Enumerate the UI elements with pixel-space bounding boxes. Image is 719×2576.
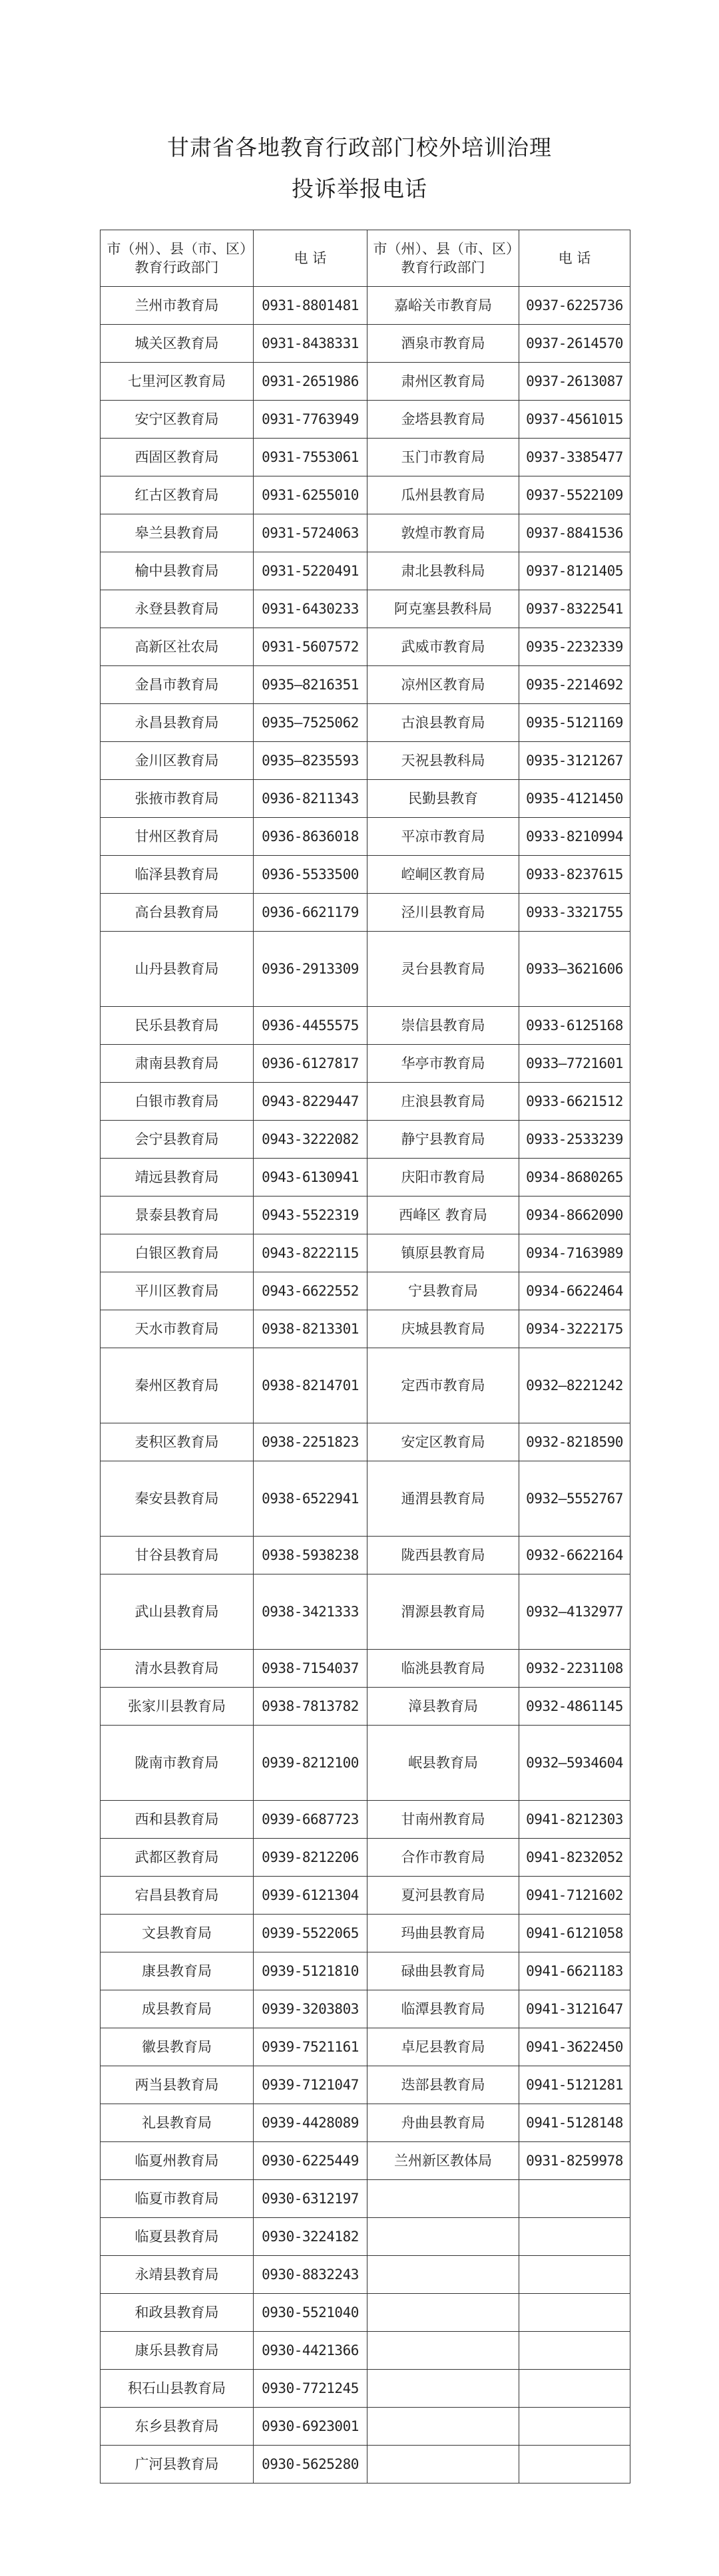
table-row (101, 628, 630, 666)
phone-cell-right: 0937-4561015 (519, 401, 630, 439)
table-row (101, 476, 630, 514)
phone-cell-right: 0933-8210994 (519, 818, 630, 856)
table-row (101, 894, 630, 932)
phone-cell-right: 0934-3222175 (519, 1310, 630, 1348)
phone-cell-left: 0939-8212206 (254, 1839, 367, 1877)
dept-cell-right: 古浪县教育局 (367, 704, 519, 742)
phone-cell-left: 0943-8229447 (254, 1083, 367, 1121)
phone-cell-left: 0931-2651986 (254, 363, 367, 401)
phone-cell-left: 0938-8214701 (254, 1348, 367, 1423)
table-row (101, 325, 630, 363)
dept-cell-left: 皋兰县教育局 (101, 514, 254, 552)
dept-cell-right: 敦煌市教育局 (367, 514, 519, 552)
dept-cell-left: 靖远县教育局 (101, 1159, 254, 1196)
dept-cell-right (367, 2446, 519, 2484)
table-row (101, 1537, 630, 1574)
table-row (101, 1310, 630, 1348)
phone-cell-left: 0939-7521161 (254, 2028, 367, 2066)
phone-cell-right (519, 2408, 630, 2446)
table-row (101, 2104, 630, 2142)
phone-cell-left: 0931-5220491 (254, 552, 367, 590)
dept-cell-right (367, 2294, 519, 2332)
table-row (101, 401, 630, 439)
phone-cell-left: 0931-5607572 (254, 628, 367, 666)
dept-cell-left: 高新区社农局 (101, 628, 254, 666)
dept-cell-right: 临潭县教育局 (367, 1990, 519, 2028)
phone-cell-right: 0937-8121405 (519, 552, 630, 590)
dept-cell-left: 武山县教育局 (101, 1574, 254, 1650)
table-row (101, 514, 630, 552)
phone-cell-left: 0935—7525062 (254, 704, 367, 742)
table-row (101, 1726, 630, 1801)
dept-cell-left: 秦安县教育局 (101, 1461, 254, 1537)
table-row (101, 2066, 630, 2104)
table-row (101, 1990, 630, 2028)
dept-cell-right: 定西市教育局 (367, 1348, 519, 1423)
dept-cell-right: 宁县教育局 (367, 1272, 519, 1310)
table-row (101, 1650, 630, 1688)
dept-cell-right: 凉州区教育局 (367, 666, 519, 704)
phone-cell-right: 0934-7163989 (519, 1234, 630, 1272)
table-row (101, 363, 630, 401)
dept-cell-right: 漳县教育局 (367, 1688, 519, 1726)
phone-cell-left: 0930-4421366 (254, 2332, 367, 2370)
table-row (101, 1007, 630, 1045)
phone-cell-right: 0932—5552767 (519, 1461, 630, 1537)
table-row (101, 932, 630, 1007)
phone-cell-right: 0933-6621512 (519, 1083, 630, 1121)
phone-cell-right: 0937-8322541 (519, 590, 630, 628)
table-row (101, 1121, 630, 1159)
dept-cell-left: 金昌市教育局 (101, 666, 254, 704)
phone-cell-left: 0938-3421333 (254, 1574, 367, 1650)
dept-cell-left: 清水县教育局 (101, 1650, 254, 1688)
table-row (101, 1574, 630, 1650)
phone-cell-left: 0931-8801481 (254, 287, 367, 325)
table-header-row (101, 230, 630, 287)
table-row (101, 1839, 630, 1877)
dept-cell-right: 迭部县教育局 (367, 2066, 519, 2104)
page-subtitle: 投诉举报电话 (292, 176, 427, 202)
dept-cell-left: 广河县教育局 (101, 2446, 254, 2484)
dept-cell-right: 夏河县教育局 (367, 1877, 519, 1915)
table-row (101, 439, 630, 476)
phone-cell-left: 0943-6130941 (254, 1159, 367, 1196)
dept-cell-left: 兰州市教育局 (101, 287, 254, 325)
phone-cell-right: 0935-5121169 (519, 704, 630, 742)
dept-cell-right: 崆峒区教育局 (367, 856, 519, 894)
dept-cell-left: 麦积区教育局 (101, 1423, 254, 1461)
table-row (101, 1045, 630, 1083)
phone-cell-right: 0941-5128148 (519, 2104, 630, 2142)
dept-cell-left: 康县教育局 (101, 1952, 254, 1990)
dept-cell-left: 张家川县教育局 (101, 1688, 254, 1726)
phone-cell-left: 0936-6127817 (254, 1045, 367, 1083)
phone-cell-left: 0931-8438331 (254, 325, 367, 363)
phone-cell-left: 0930-8832243 (254, 2256, 367, 2294)
table-row (101, 552, 630, 590)
dept-cell-right: 安定区教育局 (367, 1423, 519, 1461)
dept-cell-right: 陇西县教育局 (367, 1537, 519, 1574)
phone-cell-right (519, 2332, 630, 2370)
phone-cell-left: 0936-5533500 (254, 856, 367, 894)
phone-cell-right: 0931-8259978 (519, 2142, 630, 2180)
dept-cell-left: 民乐县教育局 (101, 1007, 254, 1045)
dept-cell-right: 庆阳市教育局 (367, 1159, 519, 1196)
phone-cell-left: 0943-8222115 (254, 1234, 367, 1272)
dept-cell-right: 崇信县教育局 (367, 1007, 519, 1045)
dept-cell-left: 陇南市教育局 (101, 1726, 254, 1801)
dept-cell-right: 临洮县教育局 (367, 1650, 519, 1688)
header-dept-right: 市（州）、县（市、区）教育行政部门 (367, 230, 519, 287)
dept-cell-left: 宕昌县教育局 (101, 1877, 254, 1915)
table-row (101, 1423, 630, 1461)
phone-cell-right: 0934-6622464 (519, 1272, 630, 1310)
dept-cell-left: 平川区教育局 (101, 1272, 254, 1310)
phone-cell-left: 0931-6255010 (254, 476, 367, 514)
dept-cell-left: 金川区教育局 (101, 742, 254, 780)
dept-cell-left: 景泰县教育局 (101, 1196, 254, 1234)
phone-cell-left: 0936-8636018 (254, 818, 367, 856)
phone-cell-right: 0933-6125168 (519, 1007, 630, 1045)
table-row (101, 2218, 630, 2256)
phone-cell-right (519, 2370, 630, 2408)
phone-cell-left: 0938-7154037 (254, 1650, 367, 1688)
phone-cell-right: 0932-4861145 (519, 1688, 630, 1726)
header-phone-left: 电 话 (254, 230, 367, 287)
dept-cell-left: 永昌县教育局 (101, 704, 254, 742)
dept-cell-right: 灵台县教育局 (367, 932, 519, 1007)
phone-cell-right: 0932—5934604 (519, 1726, 630, 1801)
dept-cell-right (367, 2256, 519, 2294)
table-row (101, 590, 630, 628)
phone-cell-left: 0939-5522065 (254, 1915, 367, 1952)
phone-cell-right: 0941-6621183 (519, 1952, 630, 1990)
dept-cell-right: 天祝县教科局 (367, 742, 519, 780)
table-row (101, 1083, 630, 1121)
dept-cell-right: 西峰区 教育局 (367, 1196, 519, 1234)
dept-cell-right: 肃北县教科局 (367, 552, 519, 590)
table-row (101, 287, 630, 325)
phone-cell-left: 0930-7721245 (254, 2370, 367, 2408)
dept-cell-right (367, 2370, 519, 2408)
table-row (101, 666, 630, 704)
dept-cell-left: 秦州区教育局 (101, 1348, 254, 1423)
dept-cell-left: 七里河区教育局 (101, 363, 254, 401)
phone-cell-left: 0936-8211343 (254, 780, 367, 818)
hotline-table (100, 230, 630, 2484)
dept-cell-right: 泾川县教育局 (367, 894, 519, 932)
dept-cell-right: 酒泉市教育局 (367, 325, 519, 363)
dept-cell-left: 临夏市教育局 (101, 2180, 254, 2218)
dept-cell-right: 岷县教育局 (367, 1726, 519, 1801)
phone-cell-left: 0943-3222082 (254, 1121, 367, 1159)
dept-cell-left: 积石山县教育局 (101, 2370, 254, 2408)
dept-cell-right: 甘南州教育局 (367, 1801, 519, 1839)
phone-cell-left: 0938-2251823 (254, 1423, 367, 1461)
table-body (101, 287, 630, 2484)
table-row (101, 2446, 630, 2484)
phone-cell-right: 0934-8662090 (519, 1196, 630, 1234)
phone-cell-right: 0941-3622450 (519, 2028, 630, 2066)
dept-cell-left: 榆中县教育局 (101, 552, 254, 590)
dept-cell-right: 卓尼县教育局 (367, 2028, 519, 2066)
dept-cell-left: 城关区教育局 (101, 325, 254, 363)
dept-cell-right: 通渭县教育局 (367, 1461, 519, 1537)
dept-cell-right: 嘉峪关市教育局 (367, 287, 519, 325)
phone-cell-right: 0933—7721601 (519, 1045, 630, 1083)
phone-cell-left: 0935—8216351 (254, 666, 367, 704)
dept-cell-right: 瓜州县教育局 (367, 476, 519, 514)
table-row (101, 1688, 630, 1726)
dept-cell-left: 武都区教育局 (101, 1839, 254, 1877)
dept-cell-left: 西和县教育局 (101, 1801, 254, 1839)
phone-cell-left: 0935—8235593 (254, 742, 367, 780)
dept-cell-right: 华亭市教育局 (367, 1045, 519, 1083)
phone-cell-right: 0937-8841536 (519, 514, 630, 552)
dept-cell-right: 合作市教育局 (367, 1839, 519, 1877)
dept-cell-left: 成县教育局 (101, 1990, 254, 2028)
dept-cell-left: 会宁县教育局 (101, 1121, 254, 1159)
table-row (101, 742, 630, 780)
dept-cell-right: 金塔县教育局 (367, 401, 519, 439)
phone-cell-left: 0931-7553061 (254, 439, 367, 476)
dept-cell-right (367, 2180, 519, 2218)
dept-cell-left: 高台县教育局 (101, 894, 254, 932)
phone-cell-right: 0941-5121281 (519, 2066, 630, 2104)
dept-cell-left: 白银区教育局 (101, 1234, 254, 1272)
phone-cell-left: 0939-5121810 (254, 1952, 367, 1990)
dept-cell-right: 民勤县教育 (367, 780, 519, 818)
dept-cell-right: 碌曲县教育局 (367, 1952, 519, 1990)
table-row (101, 1348, 630, 1423)
phone-cell-right: 0941-6121058 (519, 1915, 630, 1952)
dept-cell-right (367, 2218, 519, 2256)
dept-cell-left: 临夏县教育局 (101, 2218, 254, 2256)
dept-cell-left: 西固区教育局 (101, 439, 254, 476)
phone-cell-right: 0935-4121450 (519, 780, 630, 818)
phone-cell-right: 0941-7121602 (519, 1877, 630, 1915)
phone-cell-left: 0939-6121304 (254, 1877, 367, 1915)
phone-cell-left: 0939-8212100 (254, 1726, 367, 1801)
phone-cell-right: 0941-8232052 (519, 1839, 630, 1877)
dept-cell-left: 张掖市教育局 (101, 780, 254, 818)
table-row (101, 2256, 630, 2294)
table-row (101, 2180, 630, 2218)
table-row (101, 1915, 630, 1952)
dept-cell-left: 东乡县教育局 (101, 2408, 254, 2446)
dept-cell-left: 徽县教育局 (101, 2028, 254, 2066)
table-row (101, 856, 630, 894)
phone-cell-right: 0941-3121647 (519, 1990, 630, 2028)
dept-cell-right: 武威市教育局 (367, 628, 519, 666)
phone-cell-left: 0938-7813782 (254, 1688, 367, 1726)
table-row (101, 1234, 630, 1272)
phone-cell-right: 0937-5522109 (519, 476, 630, 514)
phone-cell-right: 0933-8237615 (519, 856, 630, 894)
dept-cell-right: 舟曲县教育局 (367, 2104, 519, 2142)
phone-cell-right: 0933-3321755 (519, 894, 630, 932)
phone-cell-left: 0939-6687723 (254, 1801, 367, 1839)
phone-cell-right: 0932—8221242 (519, 1348, 630, 1423)
dept-cell-right: 肃州区教育局 (367, 363, 519, 401)
header-dept-left: 市（州）、县（市、区）教育行政部门 (101, 230, 254, 287)
phone-cell-right: 0937-2613087 (519, 363, 630, 401)
table-row (101, 1196, 630, 1234)
dept-cell-left: 红古区教育局 (101, 476, 254, 514)
dept-cell-left: 两当县教育局 (101, 2066, 254, 2104)
phone-cell-left: 0939-4428089 (254, 2104, 367, 2142)
phone-cell-right (519, 2294, 630, 2332)
phone-cell-left: 0930-5625280 (254, 2446, 367, 2484)
phone-cell-left: 0939-3203803 (254, 1990, 367, 2028)
phone-cell-right: 0932-8218590 (519, 1423, 630, 1461)
phone-cell-left: 0930-3224182 (254, 2218, 367, 2256)
table-row (101, 1877, 630, 1915)
phone-cell-left: 0939-7121047 (254, 2066, 367, 2104)
dept-cell-right: 阿克塞县教科局 (367, 590, 519, 628)
phone-cell-left: 0931-5724063 (254, 514, 367, 552)
dept-cell-right: 庄浪县教育局 (367, 1083, 519, 1121)
phone-cell-right: 0937-2614570 (519, 325, 630, 363)
phone-cell-left: 0943-5522319 (254, 1196, 367, 1234)
dept-cell-left: 甘州区教育局 (101, 818, 254, 856)
phone-cell-right: 0935-2214692 (519, 666, 630, 704)
phone-cell-right: 0941-8212303 (519, 1801, 630, 1839)
phone-cell-right: 0933-2533239 (519, 1121, 630, 1159)
phone-cell-left: 0930-6923001 (254, 2408, 367, 2446)
table-row (101, 1159, 630, 1196)
phone-cell-right (519, 2256, 630, 2294)
dept-cell-left: 康乐县教育局 (101, 2332, 254, 2370)
phone-cell-left: 0936-2913309 (254, 932, 367, 1007)
table-row (101, 1801, 630, 1839)
dept-cell-right: 玛曲县教育局 (367, 1915, 519, 1952)
dept-cell-right (367, 2408, 519, 2446)
dept-cell-left: 临夏州教育局 (101, 2142, 254, 2180)
dept-cell-left: 安宁区教育局 (101, 401, 254, 439)
table-row (101, 818, 630, 856)
dept-cell-right: 镇原县教育局 (367, 1234, 519, 1272)
page-title: 甘肃省各地教育行政部门校外培训治理 (167, 134, 552, 160)
dept-cell-right: 兰州新区教体局 (367, 2142, 519, 2180)
table-row (101, 1461, 630, 1537)
phone-cell-right (519, 2218, 630, 2256)
phone-cell-left: 0938-6522941 (254, 1461, 367, 1537)
table-row (101, 704, 630, 742)
phone-cell-right: 0932-2231108 (519, 1650, 630, 1688)
dept-cell-right: 庆城县教育局 (367, 1310, 519, 1348)
table-row (101, 2028, 630, 2066)
dept-cell-left: 白银市教育局 (101, 1083, 254, 1121)
table-row (101, 780, 630, 818)
phone-cell-left: 0938-5938238 (254, 1537, 367, 1574)
table-row (101, 1952, 630, 1990)
table-row (101, 2408, 630, 2446)
phone-cell-left: 0931-7763949 (254, 401, 367, 439)
phone-cell-right: 0937-6225736 (519, 287, 630, 325)
phone-cell-left: 0936-4455575 (254, 1007, 367, 1045)
dept-cell-left: 肃南县教育局 (101, 1045, 254, 1083)
phone-cell-right: 0935-2232339 (519, 628, 630, 666)
phone-cell-right: 0937-3385477 (519, 439, 630, 476)
phone-cell-left: 0930-6225449 (254, 2142, 367, 2180)
phone-cell-right (519, 2180, 630, 2218)
phone-cell-left: 0938-8213301 (254, 1310, 367, 1348)
dept-cell-left: 山丹县教育局 (101, 932, 254, 1007)
dept-cell-left: 天水市教育局 (101, 1310, 254, 1348)
table-row (101, 2294, 630, 2332)
phone-cell-left: 0936-6621179 (254, 894, 367, 932)
dept-cell-right: 玉门市教育局 (367, 439, 519, 476)
phone-cell-right: 0932—4132977 (519, 1574, 630, 1650)
phone-cell-right: 0935-3121267 (519, 742, 630, 780)
table-row (101, 2142, 630, 2180)
table-row (101, 1272, 630, 1310)
phone-cell-right: 0932-6622164 (519, 1537, 630, 1574)
dept-cell-right (367, 2332, 519, 2370)
dept-cell-right: 静宁县教育局 (367, 1121, 519, 1159)
phone-cell-left: 0931-6430233 (254, 590, 367, 628)
dept-cell-left: 临泽县教育局 (101, 856, 254, 894)
dept-cell-left: 永登县教育局 (101, 590, 254, 628)
dept-cell-right: 渭源县教育局 (367, 1574, 519, 1650)
dept-cell-right: 平凉市教育局 (367, 818, 519, 856)
phone-cell-left: 0930-5521040 (254, 2294, 367, 2332)
dept-cell-left: 文县教育局 (101, 1915, 254, 1952)
phone-cell-left: 0943-6622552 (254, 1272, 367, 1310)
phone-cell-right: 0934-8680265 (519, 1159, 630, 1196)
header-phone-right: 电 话 (519, 230, 630, 287)
phone-cell-right: 0933—3621606 (519, 932, 630, 1007)
table-row (101, 2370, 630, 2408)
dept-cell-left: 礼县教育局 (101, 2104, 254, 2142)
dept-cell-left: 永靖县教育局 (101, 2256, 254, 2294)
dept-cell-left: 和政县教育局 (101, 2294, 254, 2332)
table-row (101, 2332, 630, 2370)
phone-cell-right (519, 2446, 630, 2484)
phone-cell-left: 0930-6312197 (254, 2180, 367, 2218)
dept-cell-left: 甘谷县教育局 (101, 1537, 254, 1574)
